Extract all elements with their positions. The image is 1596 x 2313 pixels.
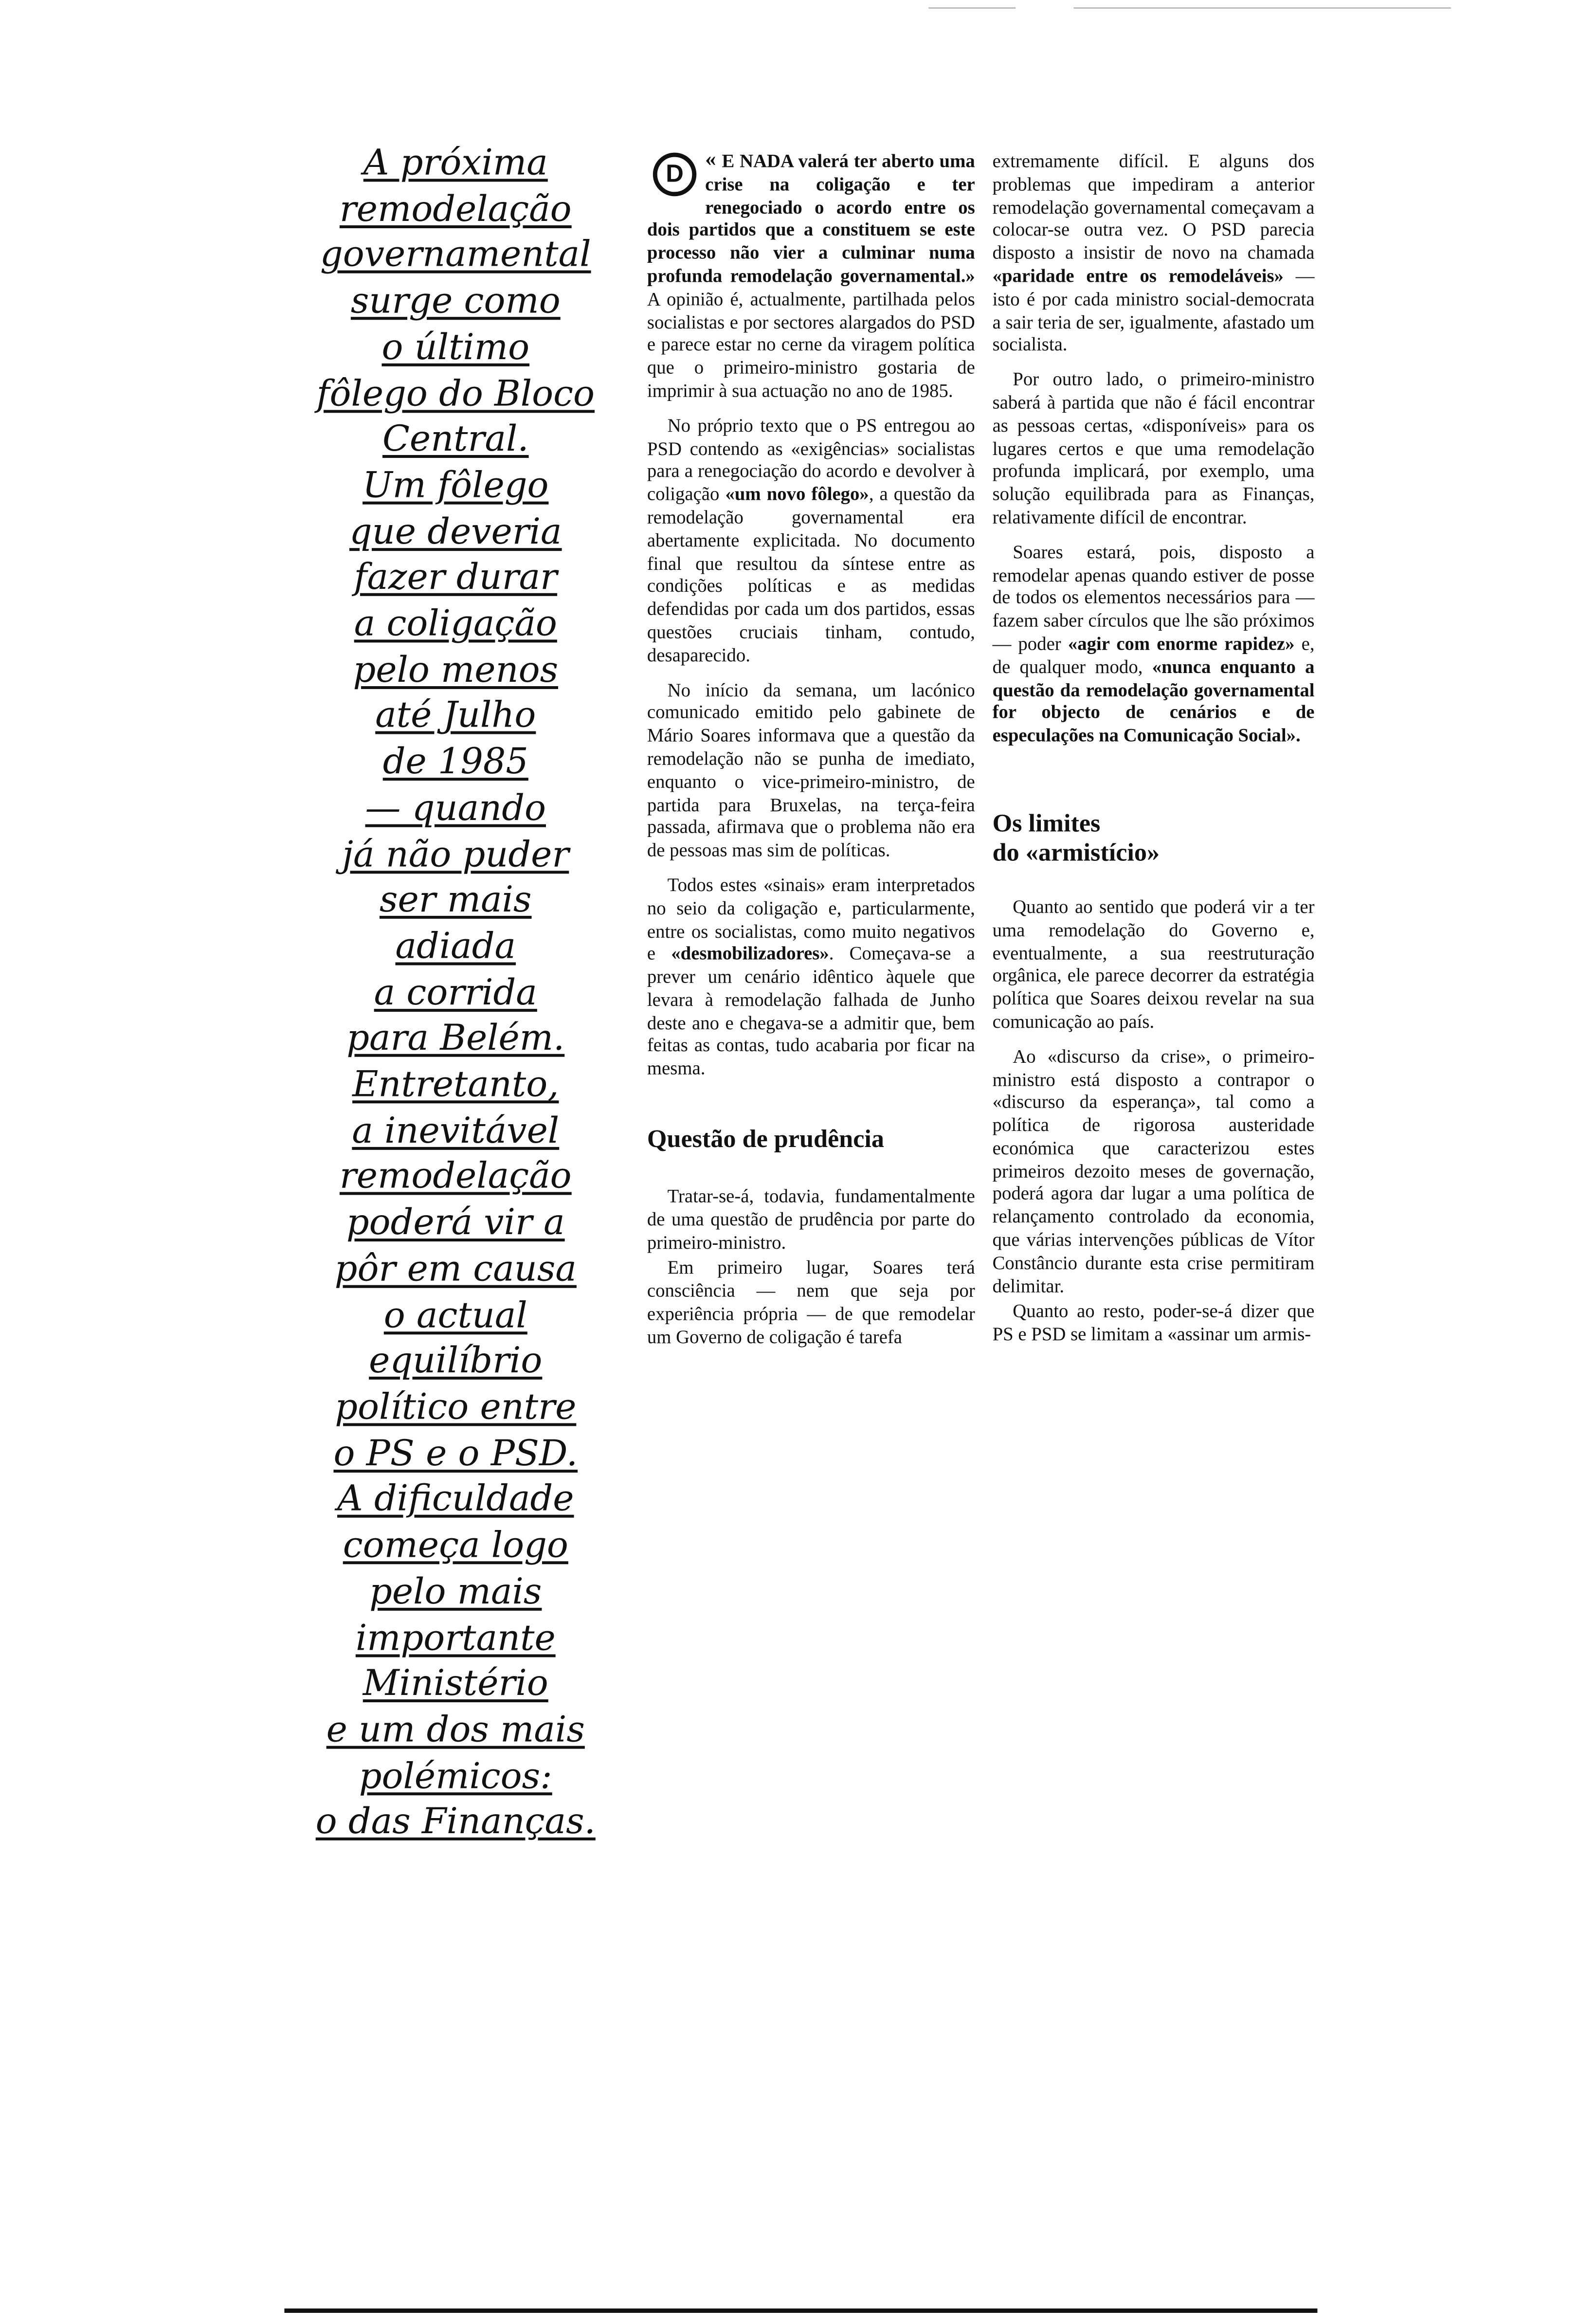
pull-quote-line: político entre: [335, 1385, 577, 1428]
emphasis-text: «um novo fôlego»: [725, 483, 869, 505]
pull-quote-line: a corrida: [374, 970, 537, 1013]
bottom-rule: [284, 2309, 1317, 2313]
paragraph: Tratar-se-á, todavia, fundamentalmente de uma questão de prudência por parte do primeiro-ministro.: [647, 1184, 975, 1253]
paragraph-text: No próprio texto que o PS entregou ao PSD contendo as «exigências» socialistas para a renegociação do acordo e devolver à coligação: [647, 414, 975, 505]
pull-quote-line: o das Finanças.: [315, 1800, 596, 1842]
subheading: [993, 808, 1315, 866]
pull-quote-line: adiada: [395, 924, 516, 967]
pull-quote-line: fazer durar: [354, 556, 558, 598]
pull-quote-line: importante: [355, 1616, 556, 1658]
paragraph: No início da semana, um lacónico comunicado emitido pelo gabinete de Mário Soares informava que a questão da remodelação não se punha de imediato, enquanto o vice-primeiro-ministro, de partida para Bruxelas, na terça-feira passada, afirmava que o problema não era de pessoas mas sim de políticas.: [647, 678, 975, 861]
top-edge-rule: [928, 7, 1016, 9]
lead-paragraph: [647, 150, 975, 402]
pull-quote-line: Um fôlego: [363, 463, 549, 506]
opening-quote-mark: «: [705, 148, 716, 172]
pull-quote-line: que deveria: [349, 510, 562, 552]
paragraph: Quanto ao resto, poder-se-á dizer que PS e PSD se limitam a «assinar um armis-: [992, 1300, 1315, 1345]
pull-quote-line: pelo mais: [369, 1569, 542, 1612]
pull-quote-line: governamental: [320, 233, 591, 275]
article-column-1: [647, 150, 975, 1348]
paragraph-text: extremamente difícil. E alguns dos problemas que impediram a anterior remodelação governamental começavam a colocar-se outra vez. O PSD parecia disposto a insistir de novo na chamada: [992, 149, 1315, 264]
pull-quote-line: já não puder: [342, 832, 569, 874]
paragraph-text: Soares estará, pois, disposto a remodelar apenas quando estiver de posse de todos os elementos necessários para — fazem saber círculos que lhe são próximos — poder: [992, 540, 1315, 655]
paragraph-text: Todos estes «sinais» eram interpretados no seio da coligação e, particularmente, entre os socialistas, como muito negativos e: [647, 874, 975, 965]
top-edge-rule: [1074, 7, 1451, 9]
paragraph: Por outro lado, o primeiro-ministro saberá à partida que não é fácil encontrar as pessoas certas, «disponíveis» para os lugares certos e que uma remodelação profunda implicará, por exemplo, uma solução equilibrada para as Finanças, relativamente difícil de encontrar.: [992, 368, 1315, 528]
pull-quote-line: de 1985: [382, 740, 528, 783]
emphasis-text: «desmobilizadores»: [671, 942, 829, 965]
pull-quote-line: a coligação: [354, 601, 557, 644]
pull-quote-line: — quando: [365, 786, 546, 829]
paragraph: [647, 414, 975, 667]
paragraph-text: e, de qualquer modo,: [992, 632, 1315, 677]
pull-quote-line: para Belém.: [346, 1017, 565, 1059]
pull-quote-line: A dificuldade: [337, 1477, 574, 1520]
drop-cap: D: [653, 153, 696, 197]
pull-quote-line: Central.: [382, 417, 529, 460]
pull-quote-line: o último: [381, 325, 530, 368]
paragraph: Quanto ao sentido que poderá vir a ter uma remodelação do Governo e, eventualmente, a sua reestruturação orgânica, ele parece decorrer da estratégia política que Soares deixou revelar na sua comunicação ao país.: [992, 895, 1315, 1032]
pull-quote-line: pelo menos: [353, 648, 559, 691]
paragraph: [993, 150, 1315, 357]
pull-quote-line: fôlego do Bloco: [316, 371, 595, 414]
paragraph: Em primeiro lugar, Soares terá consciência — nem que seja por experiência própria — de que remodelar um Governo de coligação é tarefa: [647, 1257, 975, 1348]
paragraph-text: . Começava-se a prever um cenário idêntico àquele que levara à remodelação falhada de Junho deste ano e chegava-se a admitir que, bem feitas as contas, tudo acabaria por ficar na mesma.: [647, 942, 975, 1079]
lead-text: A opinião é, actualmente, partilhada pelos socialistas e por sectores alargados do PSD e parece estar no cerne da viragem política que o primeiro-ministro gostaria de imprimir à sua actuação no ano de 1985.: [647, 287, 975, 401]
subheading-line: Os limites: [992, 808, 1101, 838]
article-column-2: [993, 150, 1315, 1347]
lead-bold-text: E NADA valerá ter aberto uma crise na coligação e ter renegociado o acordo entre os dois partidos que a constituem se este processo não vier a culminar numa profunda remodelação governamental.»: [647, 149, 975, 287]
pull-quote-line: o PS e o PSD.: [333, 1431, 578, 1474]
paragraph: [647, 874, 975, 1080]
subheading-line: do «armistício»: [992, 837, 1160, 867]
pull-quote-line: começa logo: [343, 1523, 568, 1566]
pull-quote-line: remodelação: [339, 187, 572, 230]
pull-quote-line: a inevitável: [352, 1109, 560, 1151]
pull-quote-line: ser mais: [379, 878, 532, 921]
paragraph: Ao «discurso da crise», o primeiro-ministro está disposto a contrapor o «discurso da esperança», tal como a política de rigorosa austeridade económica que caracterizou estes primeiros dezoito meses de governação, poderá agora dar lugar a uma política de relançamento controlado da economia, que várias intervenções públicas de Vítor Constâncio durante esta crise permitiram delimitar.: [992, 1044, 1315, 1296]
pull-quote-line: A próxima: [363, 141, 548, 183]
pull-quote-line: surge como: [350, 279, 561, 322]
subheading: Questão de prudência: [647, 1124, 884, 1153]
emphasis-text: «paridade entre os remodeláveis»: [992, 264, 1284, 287]
emphasis-text: «agir com enorme rapidez»: [1068, 632, 1295, 655]
paragraph-text: , a questão da remodelação governamental era abertamente explicitada. No documento final que resultou da síntese entre as condições políticas e as medidas defendidas por cada um dos partidos, essas questões cruciais tinham, contudo, desaparecido.: [647, 483, 975, 666]
emphasis-text: «nunca enquanto a questão da remodelação governamental for objecto de cenários e de especulações na Comunicação Social».: [992, 655, 1315, 746]
pull-quote-line: polémicos:: [359, 1754, 552, 1797]
pull-quote-line: o actual: [383, 1293, 527, 1335]
pull-quote-line: Entretanto,: [352, 1062, 559, 1105]
pull-quote-line: e um dos mais: [326, 1708, 585, 1750]
pull-quote: [284, 140, 627, 1845]
pull-quote-line: Ministério: [363, 1661, 548, 1704]
pull-quote-line: remodelação: [339, 1155, 572, 1197]
pull-quote-line: equilíbrio: [369, 1339, 543, 1382]
pull-quote-line: até Julho: [375, 694, 536, 736]
paragraph: [993, 540, 1315, 747]
pull-quote-line: poderá vir a: [346, 1201, 565, 1243]
paragraph-text: — isto é por cada ministro social-democrata a sair teria de ser, igualmente, afastado um socialista.: [992, 264, 1315, 355]
pull-quote-line: pôr em causa: [334, 1247, 577, 1290]
